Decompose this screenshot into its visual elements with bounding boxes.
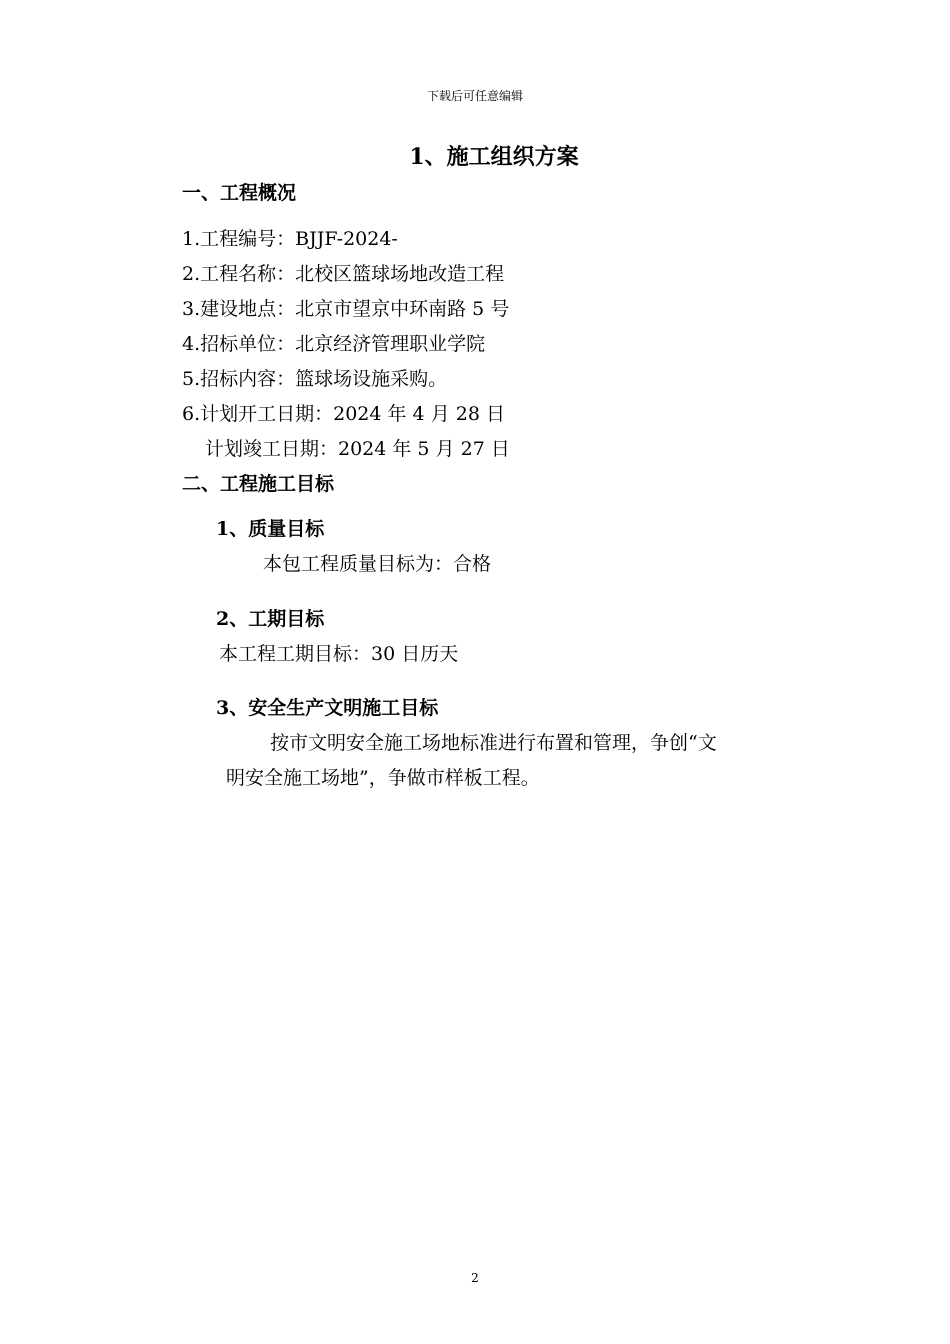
project-number-line: 1.工程编号：BJJF-2024- (182, 228, 398, 250)
planned-completion-date-line: 计划竣工日期：2024 年 5 月 27 日 (205, 438, 510, 460)
construction-site-line: 3.建设地点：北京市望京中环南路 5 号 (182, 298, 510, 320)
project-name-line: 2.工程名称：北校区篮球场地改造工程 (182, 263, 505, 285)
planned-start-date-line: 6.计划开工日期：2024 年 4 月 28 日 (182, 403, 505, 425)
subsection-heading-safety: 3、安全生产文明施工目标 (216, 697, 439, 719)
section-heading-construction-goals: 二、工程施工目标 (182, 473, 335, 495)
subsection-heading-quality: 1、质量目标 (216, 518, 325, 540)
header-note: 下载后可任意编辑 (426, 89, 523, 103)
bidding-content-line: 5.招标内容：篮球场设施采购。 (182, 368, 448, 390)
bidding-unit-line: 4.招标单位：北京经济管理职业学院 (182, 333, 486, 355)
schedule-goal-text: 本工程工期目标：30 日历天 (219, 643, 459, 665)
quality-goal-text: 本包工程质量目标为：合格 (263, 553, 492, 575)
subsection-heading-schedule: 2、工期目标 (216, 608, 325, 630)
document-title: 1、施工组织方案 (409, 144, 579, 170)
safety-goal-text-line-2: 明安全施工场地”，争做市样板工程。 (226, 767, 540, 789)
safety-goal-text-line-1: 按市文明安全施工场地标准进行布置和管理，争创“文 (270, 732, 717, 754)
page-number: 2 (471, 1271, 479, 1285)
section-heading-project-overview: 一、工程概况 (182, 182, 297, 204)
